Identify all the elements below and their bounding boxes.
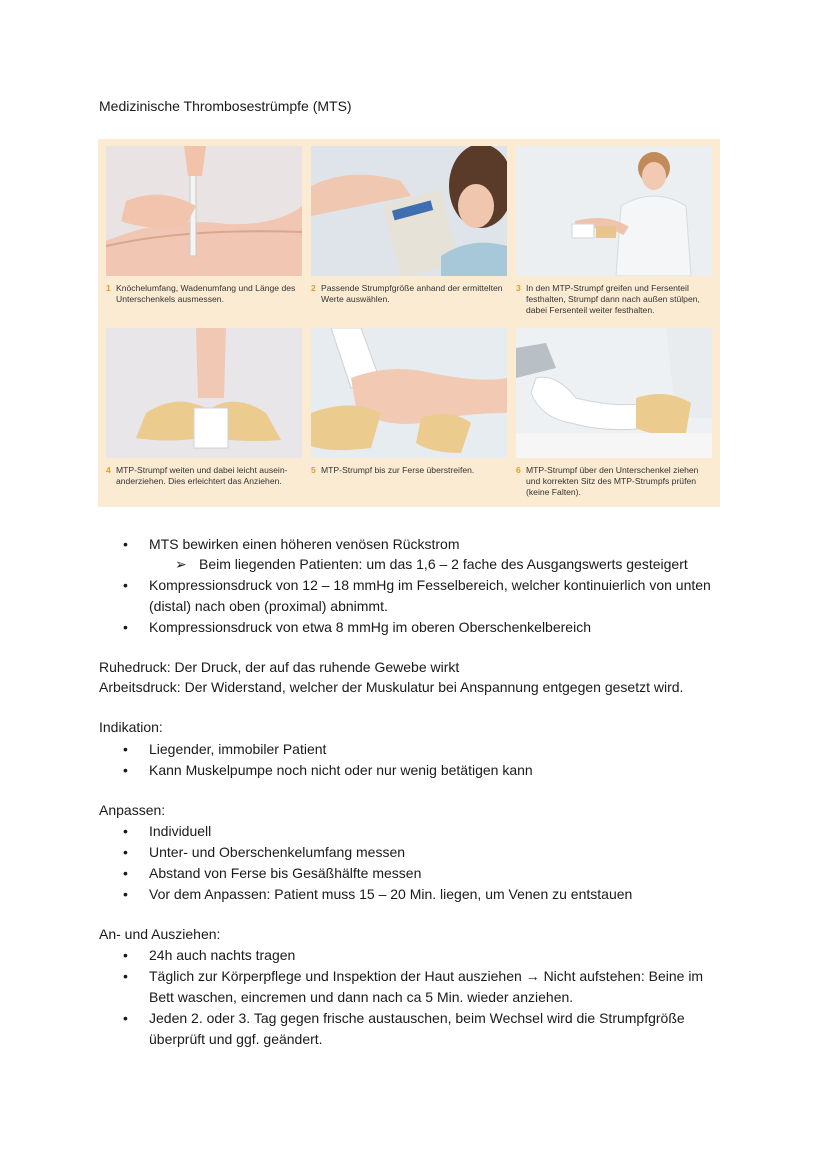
list-item-text: Beim liegenden Patienten: um das 1,6 – 2 fache des Ausgangswerts gesteigert (199, 556, 688, 572)
list-item-continuation: überprüft und ggf. geändert. (149, 1031, 323, 1047)
bullet-marker: • (123, 762, 128, 778)
list-item (123, 760, 533, 781)
page-title: Medizinische Thrombosestrümpfe (MTS) (99, 98, 352, 114)
photo-checking-fit (516, 328, 712, 458)
definition-arbeitsdruck: Arbeitsdruck: Der Widerstand, welcher der Muskulatur bei Anspannung entgegen gesetzt wird. (99, 679, 684, 695)
list-item-text: Vor dem Anpassen: Patient muss 15 – 20 Min. liegen, um Venen zu entstauen (149, 886, 633, 902)
bullet-marker: • (123, 1010, 128, 1026)
figure-caption-5 (311, 465, 507, 476)
list-item (123, 534, 460, 555)
list-item-text: Kompressionsdruck von etwa 8 mmHg im oberen Oberschenkelbereich (149, 619, 591, 635)
caption-number: 5 (311, 465, 316, 475)
list-item-text: MTS bewirken einen höheren venösen Rückstrom (149, 536, 460, 552)
caption-number: 1 (106, 283, 111, 293)
bullet-marker: • (123, 947, 128, 963)
list-item-continuation: Bett waschen, eincremen und dann nach ca 5 Min. wieder anziehen. (149, 989, 574, 1005)
list-item (123, 617, 591, 638)
list-item-continuation: (distal) nach oben (proximal) abnimmt. (149, 598, 388, 614)
list-item-text: Kompressionsdruck von 12 – 18 mmHg im Fesselbereich, welcher kontinuierlich von unten (149, 577, 711, 593)
bullet-marker: • (123, 844, 128, 860)
caption-number: 4 (106, 465, 111, 475)
list-item (123, 1008, 685, 1029)
list-item-text: Unter- und Oberschenkelumfang messen (149, 844, 406, 860)
list-item (123, 739, 326, 760)
photo-measuring-calf (106, 146, 302, 276)
caption-number: 2 (311, 283, 316, 293)
bullet-marker: • (123, 823, 128, 839)
photo-widening-stocking (106, 328, 302, 458)
figure-caption-1 (106, 283, 302, 305)
photo-inverting-stocking (516, 146, 712, 276)
list-item-text: 24h auch nachts tragen (149, 947, 296, 963)
figure-caption-4 (106, 465, 302, 487)
photo-over-heel (311, 328, 507, 458)
figure-caption-3 (516, 283, 712, 316)
caption-text: MTP-Strumpf weiten und dabei leicht ausein-anderziehen. Dies erleichtert das Anziehen. (116, 465, 288, 486)
list-item (123, 945, 295, 966)
bullet-marker: • (123, 536, 128, 552)
list-item (123, 863, 421, 884)
list-item (123, 966, 703, 987)
caption-text: MTP-Strumpf bis zur Ferse überstreifen. (321, 465, 475, 475)
list-item (123, 821, 211, 842)
caption-text: In den MTP-Strumpf greifen und Fersenteil festhalten, Strumpf dann nach außen stülpen, dabei Fersenteil weiter festhalten. (526, 283, 700, 315)
definition-ruhedruck: Ruhedruck: Der Druck, der auf das ruhende Gewebe wirkt (99, 659, 460, 675)
section-heading-anpassen: Anpassen: (99, 802, 166, 818)
list-item-text: Jeden 2. oder 3. Tag gegen frische austauschen, beim Wechsel wird die Strumpfgröße (149, 1010, 685, 1026)
figure-caption-2 (311, 283, 507, 305)
bullet-marker: • (123, 619, 128, 635)
list-item-text: Täglich zur Körperpflege und Inspektion der Haut ausziehen → Nicht aufstehen: Beine im (149, 968, 704, 984)
list-item (123, 842, 405, 863)
figure-caption-6 (516, 465, 712, 498)
list-item-text: Liegender, immobiler Patient (149, 741, 327, 757)
bullet-marker: • (123, 741, 128, 757)
caption-text: Passende Strumpfgröße anhand der ermittelten Werte auswählen. (321, 283, 503, 304)
bullet-marker: • (123, 886, 128, 902)
bullet-marker: • (123, 577, 128, 593)
bullet-marker: • (123, 968, 128, 984)
section-heading-indikation: Indikation: (99, 719, 163, 735)
sub-list-item (175, 554, 688, 575)
list-item (123, 884, 632, 905)
photo-selecting-stocking (311, 146, 507, 276)
caption-text: MTP-Strumpf über den Unterschenkel ziehen und korrekten Sitz des MTP-Strumpfs prüfen (keine Falten). (526, 465, 699, 497)
list-item-text: Abstand von Ferse bis Gesäßhälfte messen (149, 865, 422, 881)
arrow-marker: ➢ (175, 556, 187, 572)
caption-number: 3 (516, 283, 521, 293)
instruction-figure (98, 139, 720, 507)
bullet-marker: • (123, 865, 128, 881)
section-heading-anziehen: An- und Ausziehen: (99, 926, 221, 942)
caption-text: Knöchelumfang, Wadenumfang und Länge des Unterschenkels ausmessen. (116, 283, 296, 304)
list-item-text: Kann Muskelpumpe noch nicht oder nur wenig betätigen kann (149, 762, 533, 778)
list-item (123, 575, 711, 596)
caption-number: 6 (516, 465, 521, 475)
list-item-text: Individuell (149, 823, 212, 839)
